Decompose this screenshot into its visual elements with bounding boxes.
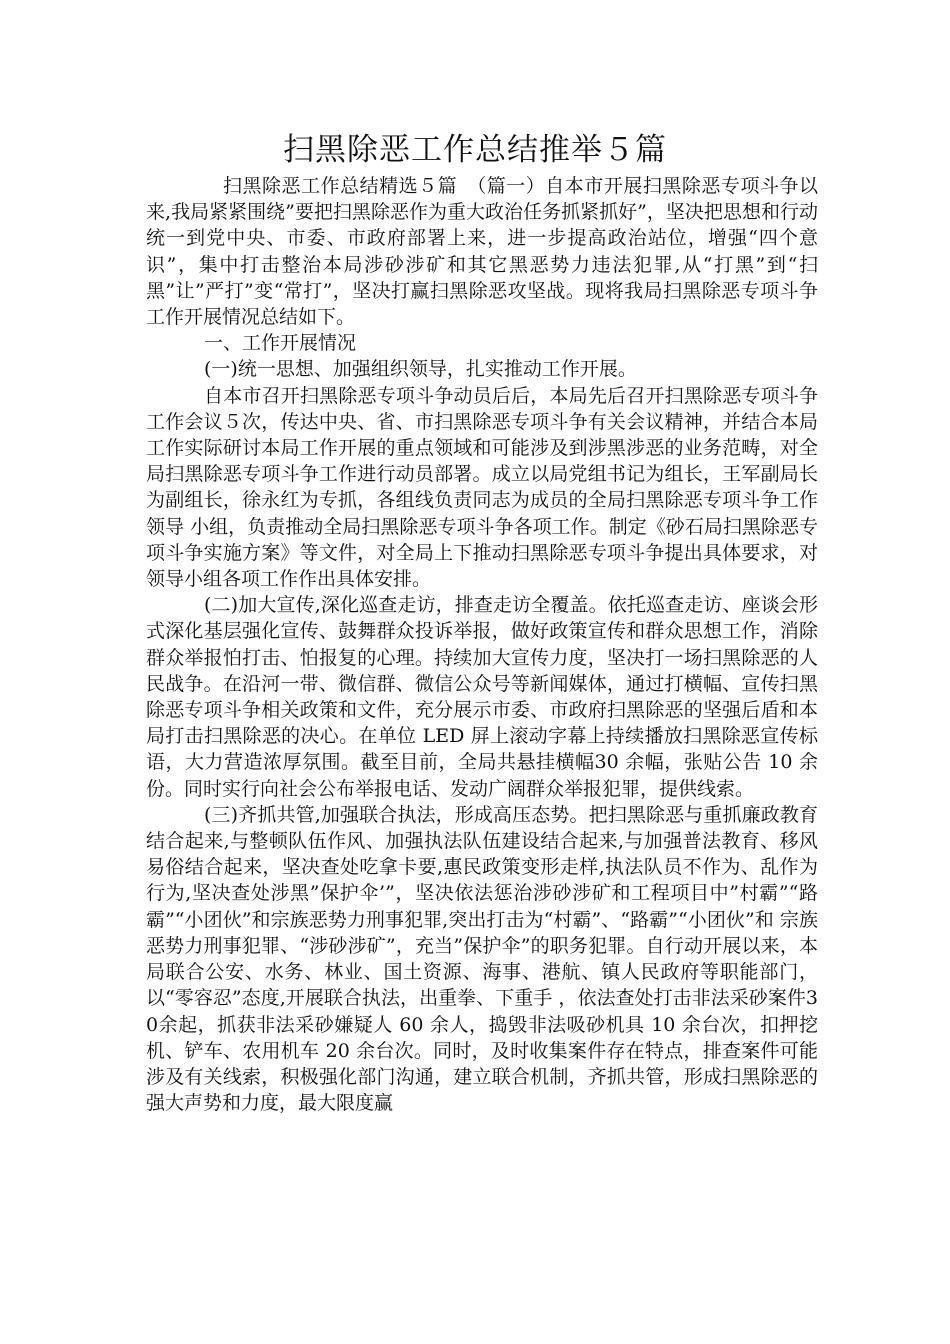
document-title: 扫黑除恶工作总结推举５篇: [283, 132, 667, 168]
paragraph-intro: 扫黑除恶工作总结精选５篇 （篇一）自本市开展扫黑除恶专项斗争以来,我局紧紧围绕”要把扫黑除恶作为重大政治任务抓紧抓好”，坚决把思想和行动统一到党中央、市委、市政府部署上来，进一步提高政治站位，增强“四个意识”，集中打击整治本局涉砂涉矿和其它黑恶势力违法犯罪,从“打黑”到“扫黑”让”严打”变“常打”，坚决打赢扫黑除恶攻坚战。现将我局扫黑除恶专项斗争工作开展情况总结如下。: [146, 175, 818, 329]
subsection-heading-1: (一)统一思想、加强组织领导，扎实推动工作开展。: [204, 358, 637, 381]
paragraph-publicity: (二)加大宣传,深化巡查走访，排查走访全覆盖。依托巡查走访、座谈会形式深化基层强化宣传、鼓舞群众投诉举报，做好政策宣传和群众思想工作，消除群众举报怕打击、怕报复的心理。持续加大宣传力度，坚决打一场扫黑除恶的人民战争。在沿河一带、微信群、微信公众号等新闻媒体，通过打横幅、宣传扫黑除恶专项斗争相关政策和文件，充分展示市委、市政府扫黑除恶的坚强后盾和本局打击扫黑除恶的决心。在单位 LED 屏上滚动字幕上持续播放扫黑除恶宣传标语，大力营造浓厚氛围。截至目前，全局共悬挂横幅30 余幅，张贴公告 10 余份。同时实行向社会公布举报电话、发动广阔群众举报犯罪，提供线索。: [146, 594, 818, 800]
document-body: [146, 173, 818, 1116]
paragraph-joint-enforcement: (三)齐抓共管,加强联合执法，形成高压态势。把扫黑除恶与重抓廉政教育结合起来,与整顿队伍作风、加强执法队伍建设结合起来,与加强普法教育、移风易俗结合起来，坚决查处吃拿卡要,惠民政策变形走样,执法队员不作为、乱作为行为,坚决查处涉黑”保护伞’”，坚决依法惩治涉砂涉矿和工程项目中”村霸”“路霸”“小团伙”和宗族恶势力刑事犯罪,突出打击为“村霸”、“路霸”“小团伙”和 宗族恶势力刑事犯罪、“涉砂涉矿”，充当”保护伞”的职务犯罪。自行动开展以来，本局联合公安、水务、林业、国土资源、海事、港航、镇人民政府等职能部门，以“零容忍”态度,开展联合执法，出重拳、下重手 ，依法查处打击非法采砂案件30余起，抓获非法采砂嫌疑人 60 余人，捣毁非法吸砂机具 10 余台次，扣押挖机、铲车、农用机车 20 余台次。同时，及时收集案件存在特点，排查案件可能涉及有关线索，积极强化部门沟通，建立联合机制，齐抓共管，形成扫黑除恶的强大声势和力度，最大限度赢: [146, 803, 818, 1115]
section-heading-work-status: 一、工作开展情况: [204, 332, 357, 355]
paragraph-organization: 自本市召开扫黑除恶专项斗争动员后后，本局先后召开扫黑除恶专项斗争工作会议５次，传达中央、省、市扫黑除恶专项斗争有关会议精神，并结合本局工作实际研讨本局工作开展的重点领域和可能涉及到涉黑涉恶的业务范畴，对全局扫黑除恶专项斗争工作进行动员部署。成立以局党组书记为组长，王军副局长为副组长，徐永红为专抓，各组线负责同志为成员的全局扫黑除恶专项斗争工作领导 小组，负责推动全局扫黑除恶专项斗争各项工作。制定《砂石局扫黑除恶专项斗争实施方案》等文件，对全局上下推动扫黑除恶专项斗争提出具体要求，对领导小组各项工作作出具体安排。: [146, 384, 818, 591]
